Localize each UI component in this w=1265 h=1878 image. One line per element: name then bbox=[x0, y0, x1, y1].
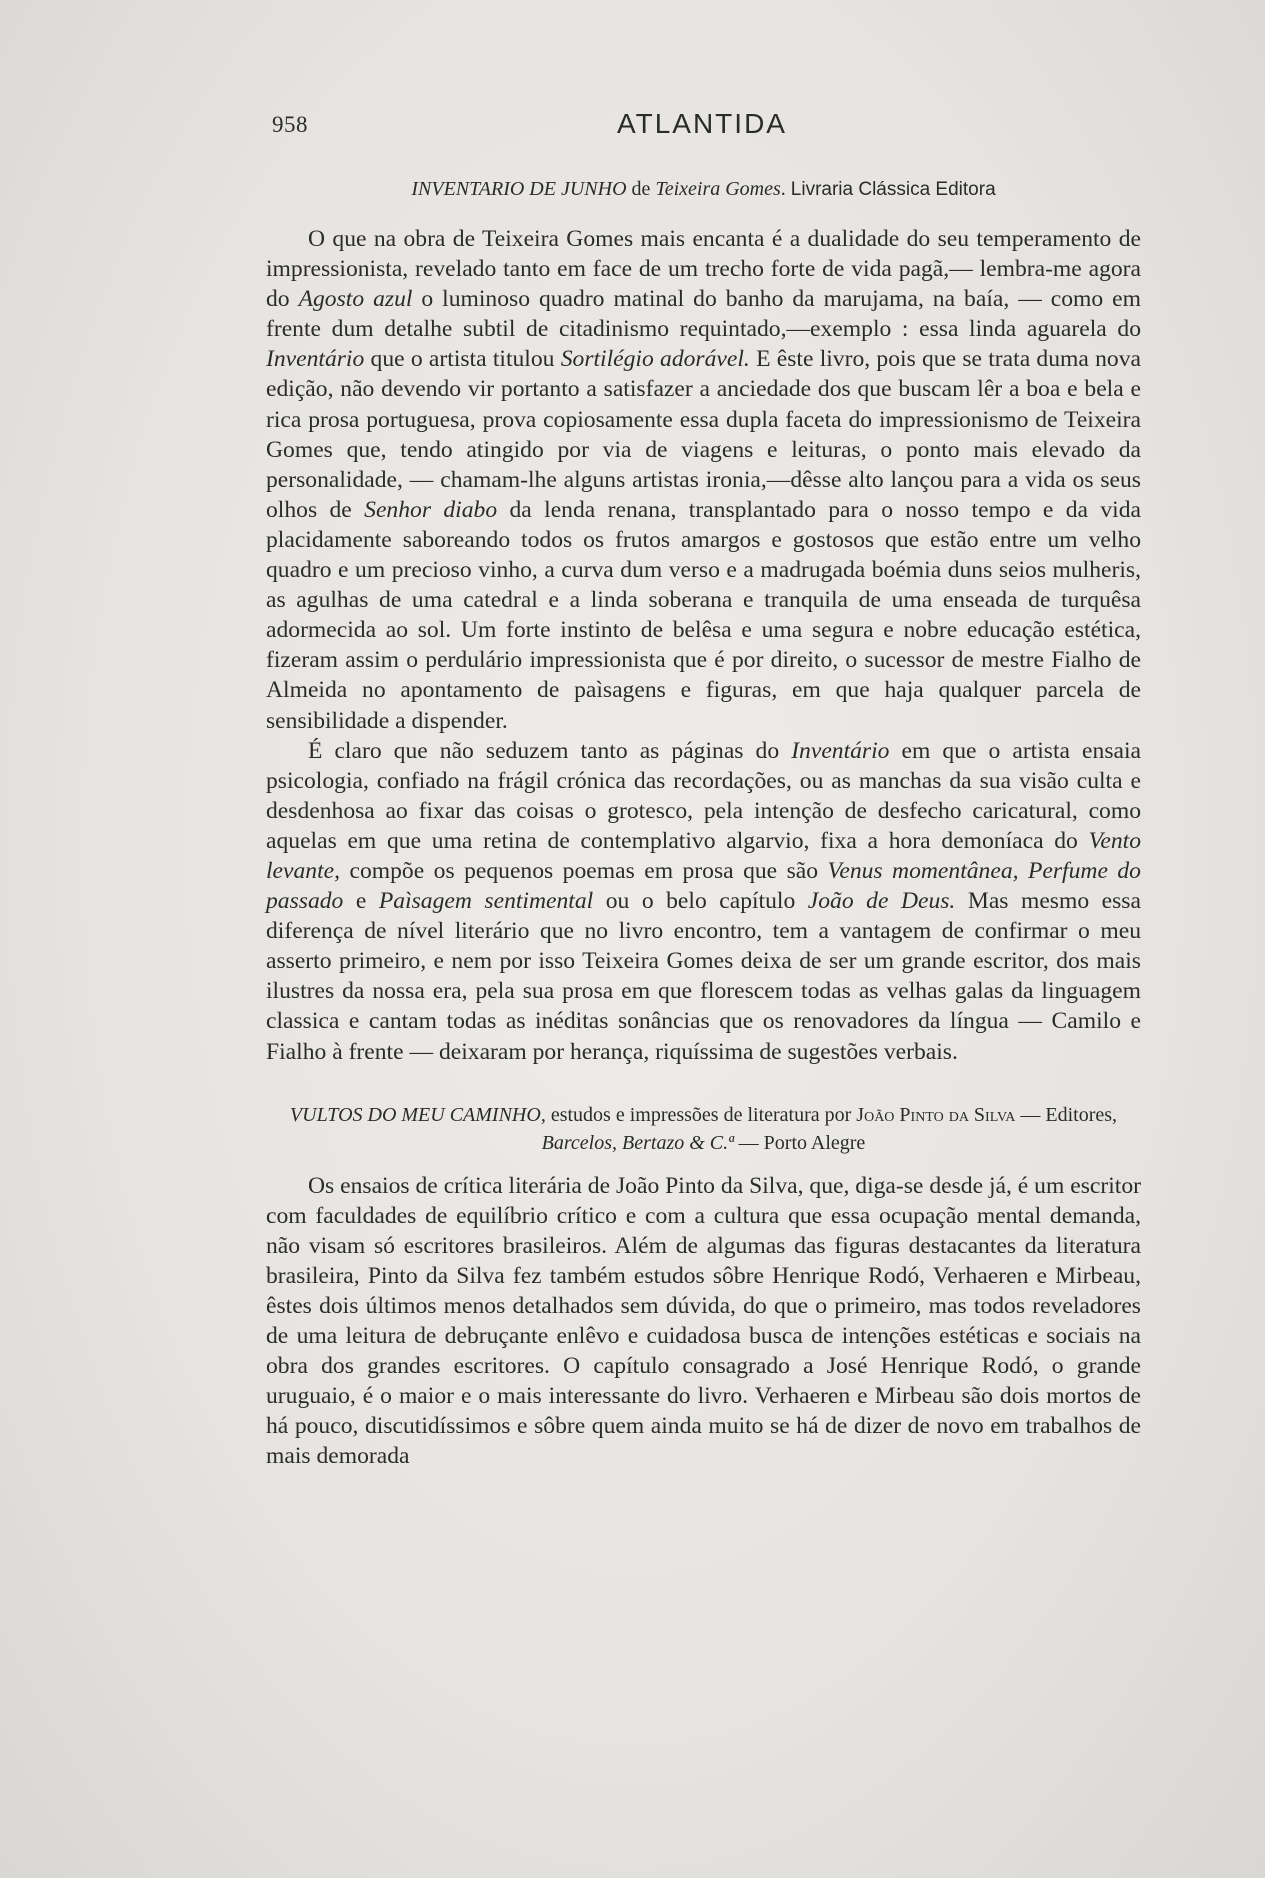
section-gap bbox=[266, 1067, 1141, 1101]
text-run: compõe os pequenos poemas em prosa que são bbox=[340, 857, 828, 884]
book-author: João Pinto da Silva bbox=[856, 1103, 1016, 1126]
review-paragraph: Os ensaios de crítica literária de João Pinto da Silva, que, diga-se desde já, é um escritor com faculdades de equilíbrio crítico e com a cultura que essa ocupação mental demanda, não visam só escritores brasileiros. Além de algumas das figuras destacantes da literatura brasileira, Pinto da Silva fez também estudos sôbre Henrique Rodó, Verhaeren e Mirbeau, êstes dois últimos menos detalhados sem dúvida, do que o primeiro, mas todos reveladores de uma leitura de debruçante enlêvo e cuidadosa busca de intenções estéticas e sociais na obra dos grandes escritores. O capítulo consagrado a José Henrique Rodó, o grande uruguaio, é o maior e o mais interessante do livro. Verhaeren e Mirbeau são dois mortos de há pouco, discutidíssimos e sôbre quem ainda muito se há de dizer de novo em trabalhos de mais demorada bbox=[266, 1172, 1141, 1470]
text-run: o luminoso quadro matinal do banho da marujama, na baía, — como em frente dum detalhe subtil de citadinismo requintado,—exemplo : essa linda aguarela do bbox=[266, 286, 1141, 343]
heading-separator: — Editores, bbox=[1015, 1103, 1118, 1126]
heading-description: estudos e impressões de literatura por bbox=[545, 1103, 857, 1126]
text-run: e bbox=[343, 888, 379, 915]
text-run: que o artista titulou bbox=[364, 346, 561, 373]
italic-title: João de Deus. bbox=[807, 888, 956, 915]
text-run: em que o artista ensaia psicologia, confiado na frágil crónica das recordações, ou as manchas da sua visão culta e desdenhosa ao fixar das coisas o grotesco, pela intenção de desfecho caricatural, como aquelas em que uma retina de contemplativo algarvio, fixa a hora demoníaca do bbox=[266, 737, 1141, 854]
book-publisher: Barcelos, Bertazo & C.ª bbox=[541, 1131, 734, 1154]
book-publisher: Livraria Clássica Editora bbox=[790, 179, 996, 200]
italic-title: Venus momentânea, Perfume do passado bbox=[266, 857, 1141, 915]
text-run: da lenda renana, transplantado para o nosso tempo e da vida placidamente saboreando todos os frutos amargos e gostosos que estão entre um velho quadro e um precioso vinho, a curva dum verso e a madrugada boémia duns seios mulheris, as agulhas de uma catedral e a linda soberana e tranquila de uma enseada de turquêsa adormecida ao sol. Um forte instinto de belêsa e uma segura e nobre educação estética, fizeram assim o perdulário impressionista que é por direito, o sucessor de mestre Fialho de Almeida no apontamento de paìsagens e figuras, em que haja qualquer parcela de sensibilidade a dispender. bbox=[266, 496, 1141, 734]
text-run: É claro que não seduzem tanto as páginas do bbox=[308, 737, 792, 764]
heading-by: de bbox=[626, 178, 656, 200]
book-title: INVENTARIO DE JUNHO bbox=[411, 178, 627, 200]
page-content bbox=[266, 175, 1141, 1472]
text-run: O que na obra de Teixeira Gomes mais encanta é a dualidade do seu temperamento de impressionista, revelado tanto em face de um trecho forte de vida pagã,— lembra-me agora do bbox=[266, 226, 1141, 313]
book-title: VULTOS DO MEU CAMINHO, bbox=[289, 1103, 546, 1126]
text-run: ou o belo capítulo bbox=[593, 888, 808, 915]
italic-title: Sortilégio adorável. bbox=[560, 346, 750, 373]
heading-place: — Porto Alegre bbox=[733, 1131, 866, 1154]
italic-title: Inventário bbox=[791, 737, 890, 764]
book-author: Teixeira Gomes bbox=[655, 178, 781, 200]
review-paragraph bbox=[266, 224, 1141, 736]
review-paragraph bbox=[266, 736, 1141, 1067]
text-run: E êste livro, pois que se trata duma nova edição, não devendo vir portanto a satisfazer a anciedade dos que buscam lêr a boa e bela e rica prosa portuguesa, prova copiosamente essa dupla faceta do impressionismo de Teixeira Gomes que, tendo atingido por via de viagens e leituras, o ponto mais elevado da personalidade, — chamam-lhe alguns artistas ironia,—dêsse alto lançou para a vida os seus olhos de bbox=[266, 346, 1141, 523]
review-heading-vultos bbox=[266, 1101, 1141, 1157]
page-number: 958 bbox=[272, 112, 308, 137]
running-title: ATLANTIDA bbox=[617, 108, 787, 139]
italic-title: Vento levante, bbox=[266, 827, 1141, 884]
review-heading-inventario bbox=[266, 175, 1141, 204]
italic-title: Paìsagem sentimental bbox=[378, 888, 594, 915]
italic-title: Inventário bbox=[266, 346, 365, 373]
italic-title: Senhor diabo bbox=[364, 496, 498, 523]
italic-title: Agosto azul bbox=[298, 286, 413, 313]
heading-separator: . bbox=[780, 178, 791, 200]
page-header bbox=[272, 108, 1132, 144]
text-run: Mas mesmo essa diferença de nível literário que no livro encontro, tem a vantagem de confirmar o meu asserto primeiro, e nem por isso Teixeira Gomes deixa de ser um grande escritor, dos mais ilustres da nossa era, pela sua prosa em que florescem todas as velhas galas da linguagem classica e cantam todas as inéditas sonâncias que os renovadores da língua — Camilo e Fialho à frente — deixaram por herança, riquíssima de sugestões verbais. bbox=[266, 888, 1141, 1065]
